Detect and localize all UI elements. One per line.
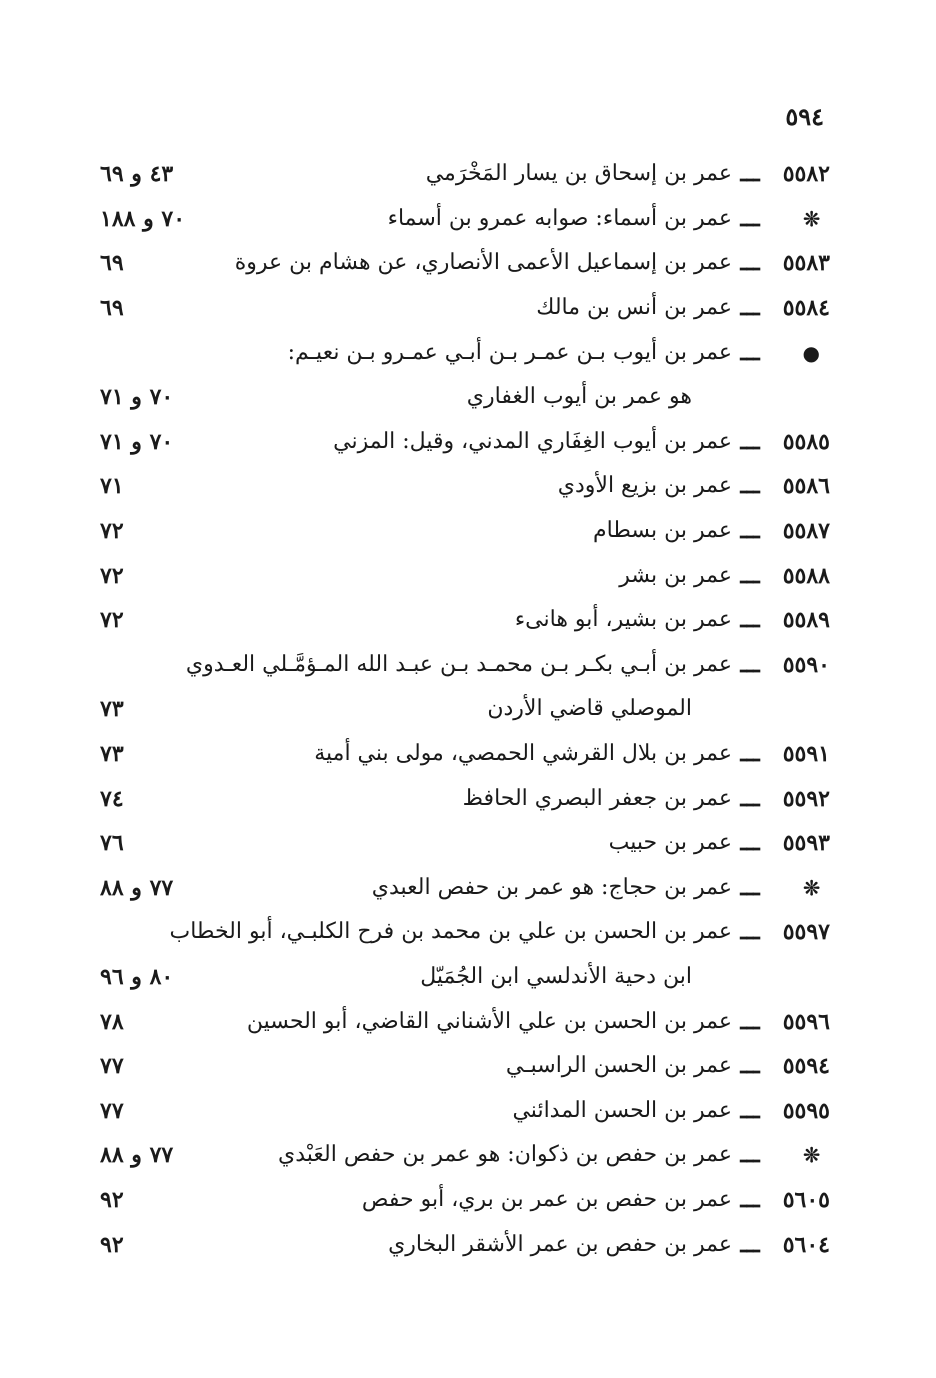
entry-pages: ٧٤	[100, 785, 124, 812]
entry-dash: ـــ	[740, 1008, 760, 1035]
page-number: ٥٩٤	[785, 102, 824, 131]
entry-name: عمر بن الحسن بن علي بن محمد بن فرح الكلبـي، أبو الخطاب	[169, 919, 732, 945]
entry-name: ابن دحية الأندلسي ابن الجُمَيّل	[420, 963, 692, 989]
index-entry	[100, 643, 830, 688]
entry-number: ٥٥٨٣	[782, 250, 830, 277]
index-entry	[100, 910, 830, 955]
entry-dash: ـــ	[740, 339, 760, 366]
entry-number: ٥٥٨٩	[782, 607, 830, 634]
entry-dash: ـــ	[740, 473, 760, 500]
entry-pages: ٧٣	[100, 741, 124, 768]
entry-pages: ٧٠ و ٧١	[100, 384, 174, 411]
entry-pages: ٧٠ و ١٨٨	[100, 205, 186, 232]
entry-pages: ٦٩	[100, 295, 124, 322]
index-entry	[100, 553, 830, 598]
entry-number: ٥٥٩٠	[782, 651, 830, 678]
entry-pages: ٧٢	[100, 562, 124, 589]
entry-name: عمر بن أنس بن مالك	[536, 295, 732, 321]
entry-bullet-icon: ●	[802, 340, 820, 365]
index-entry	[100, 1178, 830, 1223]
entry-name: هو عمر بن أيوب الغفاري	[466, 384, 692, 410]
index-entry	[100, 1044, 830, 1089]
entry-name: عمر بن الحسن المدائني	[512, 1097, 732, 1123]
entry-name: عمر بن حبيب	[608, 830, 732, 856]
entry-dash: ـــ	[740, 205, 760, 232]
entry-name: عمر بن إسحاق بن يسار المَخْرَمي	[425, 161, 732, 187]
entry-name: عمر بن الحسن بن علي الأشناني القاضي، أبو الحسين	[246, 1008, 732, 1034]
entry-pages: ٨٠ و ٩٦	[100, 963, 174, 990]
index-entry-continuation	[100, 375, 830, 420]
entry-pages: ٧١	[100, 473, 124, 500]
entry-number: ٥٥٩٤	[782, 1053, 830, 1080]
entry-dash: ـــ	[740, 785, 760, 812]
index-entry	[100, 598, 830, 643]
entry-pages: ٧٠ و ٧١	[100, 428, 174, 455]
entry-dash: ـــ	[740, 830, 760, 857]
entry-dash: ـــ	[740, 250, 760, 277]
index-entry	[100, 241, 830, 286]
entry-name: عمر بن أيوب الغِفَاري المدني، وقيل: المزني	[333, 428, 732, 454]
entry-dash: ـــ	[740, 919, 760, 946]
entry-number: ٥٥٩١	[782, 741, 830, 768]
entry-number: ٥٥٩٧	[782, 919, 830, 946]
entry-number: ٥٥٨٦	[782, 473, 830, 500]
entry-name: عمر بن حفص بن ذكوان: هو عمر بن حفص العَبْدي	[278, 1142, 732, 1168]
index-entry-continuation	[100, 687, 830, 732]
entry-name: عمر بن حفص بن عمر بن بري، أبو حفص	[361, 1186, 732, 1212]
entry-pages: ٧٢	[100, 518, 124, 545]
index-list	[100, 152, 830, 1267]
entry-name: عمر بن حفص بن عمر الأشقر البخاري	[388, 1231, 732, 1257]
entry-dash: ـــ	[740, 518, 760, 545]
entry-name: عمر بن أبـي بكـر بـن محمـد بـن عبـد الله المـؤمَّـلي العـدوي	[185, 651, 732, 677]
entry-name: عمر بن بزيع الأودي	[557, 473, 732, 499]
entry-number: ٥٥٨٤	[782, 295, 830, 322]
entry-number: ٥٥٩٦	[782, 1008, 830, 1035]
entry-dash: ـــ	[740, 1231, 760, 1258]
entry-pages: ٦٩	[100, 250, 124, 277]
entry-pages: ٩٢	[100, 1186, 124, 1213]
index-entry	[100, 866, 830, 911]
entry-name: عمر بن الحسن الراسبـي	[505, 1053, 732, 1079]
entry-dash: ـــ	[740, 741, 760, 768]
entry-dash: ـــ	[740, 651, 760, 678]
entry-pages: ٩٢	[100, 1231, 124, 1258]
entry-name: عمر بن أسماء: صوابه عمرو بن أسماء	[387, 205, 732, 231]
entry-dash: ـــ	[740, 1053, 760, 1080]
entry-number: ٥٥٨٧	[782, 518, 830, 545]
entry-number: ٥٥٩٥	[782, 1097, 830, 1124]
entry-name: عمر بن بسطام	[593, 518, 732, 544]
entry-number: ٥٥٩٣	[782, 830, 830, 857]
entry-dash: ـــ	[740, 295, 760, 322]
entry-bullet-icon: ❊	[803, 1143, 820, 1168]
entry-name: عمر بن جعفر البصري الحافظ	[462, 785, 732, 811]
entry-dash: ـــ	[740, 1097, 760, 1124]
entry-name: عمر بن بشير، أبو هانىء	[514, 607, 732, 633]
entry-number: ٥٦٠٤	[782, 1231, 830, 1258]
index-entry-continuation	[100, 955, 830, 1000]
index-entry	[100, 509, 830, 554]
entry-dash: ـــ	[740, 1186, 760, 1213]
index-entry	[100, 821, 830, 866]
index-entry	[100, 286, 830, 331]
entry-dash: ـــ	[740, 562, 760, 589]
entry-pages: ٧٦	[100, 830, 124, 857]
entry-number: ٥٥٨٥	[782, 428, 830, 455]
entry-number: ٥٥٨٨	[782, 562, 830, 589]
entry-name: عمر بن بلال القرشي الحمصي، مولى بني أمية	[314, 741, 732, 767]
entry-name: عمر بن بشر	[619, 562, 732, 588]
entry-pages: ٧٧	[100, 1053, 124, 1080]
entry-pages: ٧٣	[100, 696, 124, 723]
entry-name: الموصلي قاضي الأردن	[487, 696, 692, 722]
index-entry	[100, 330, 830, 375]
index-entry	[100, 464, 830, 509]
entry-dash: ـــ	[740, 428, 760, 455]
entry-dash: ـــ	[740, 607, 760, 634]
index-entry	[100, 420, 830, 465]
index-entry	[100, 1133, 830, 1178]
entry-dash: ـــ	[740, 1142, 760, 1169]
entry-name: عمر بن إسماعيل الأعمى الأنصاري، عن هشام بن عروة	[234, 250, 732, 276]
entry-pages: ٧٧	[100, 1097, 124, 1124]
entry-number: ٥٥٨٢	[782, 161, 830, 188]
entry-dash: ـــ	[740, 874, 760, 901]
entry-pages: ٧٢	[100, 607, 124, 634]
index-entry	[100, 152, 830, 197]
entry-bullet-icon: ❊	[803, 875, 820, 900]
index-entry	[100, 1088, 830, 1133]
entry-pages: ٧٨	[100, 1008, 124, 1035]
entry-name: عمر بن أيوب بـن عمـر بـن أبـي عمـرو بـن نعيـم:	[287, 339, 732, 365]
index-entry	[100, 197, 830, 242]
entry-bullet-icon: ❊	[803, 206, 820, 231]
index-entry	[100, 732, 830, 777]
entry-name: عمر بن حجاج: هو عمر بن حفص العبدي	[371, 874, 732, 900]
entry-number: ٥٦٠٥	[782, 1186, 830, 1213]
entry-number: ٥٥٩٢	[782, 785, 830, 812]
index-entry	[100, 1222, 830, 1267]
index-entry	[100, 999, 830, 1044]
entry-dash: ـــ	[740, 161, 760, 188]
entry-pages: ٧٧ و ٨٨	[100, 874, 174, 901]
entry-pages: ٧٧ و ٨٨	[100, 1142, 174, 1169]
index-entry	[100, 776, 830, 821]
entry-pages: ٤٣ و ٦٩	[100, 161, 174, 188]
